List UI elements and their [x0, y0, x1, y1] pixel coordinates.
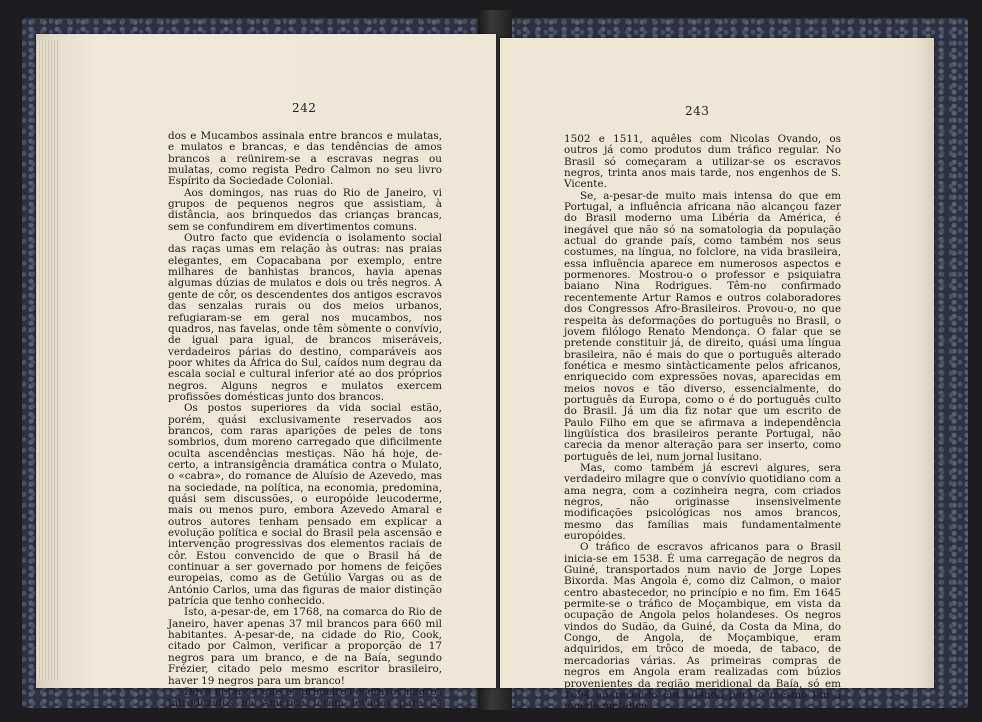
paragraph: 1502 e 1511, aquêles com Nicolas Ovando, os outros já como produtos dum tráfico regular. No Brasil só começaram a utilizar-se os escravos negros, trinta anos mais tarde, nos engenhos de S. Vicente.	[564, 133, 841, 191]
paragraph: Os postos superiores da vida social estão, porém, quási exclusivamente reservados aos brancos, com raras aparições de peles de tons sombrios, dum moreno carregado que dificilmente oculta ascendências mestiças. Não há hoje, de-certo, a intransigência dramática contra o Mulato, o «cabra», do romance de Aluísio de Azevedo, mas na sociedade, na política, na economia, predomina, quási sem discussões, o europóide leucoderme, mais ou menos puro, embora Azevedo Amaral e outros autores tenham pensado em explicar a evolução política e social do Brasil pela ascensão e intervenção progressivas dos elementos raciais de côr. Estou convencido de que o Brasil há de continuar a ser governado por homens de feições europeias, como as de Getúlio Vargas ou as de António Carlos, uma das figuras de maior distinção patrícia que tenho conhecido.	[168, 402, 442, 608]
paragraph: Aos domingos, nas ruas do Rio de Janeiro, vi grupos de pequenos negros que assistiam, à distância, aos brinquedos das crianças brancas, sem se confundirem em divertimentos comuns.	[168, 186, 442, 233]
left-page-number: 242	[292, 101, 317, 115]
right-page-number: 243	[685, 104, 710, 118]
right-page-text	[564, 134, 841, 713]
paragraph: Deve notar-se que os primeiros escravos negros introduzidos na América foram levados para as Antilhas em	[168, 685, 442, 721]
paragraph: Se, a-pesar-de muito mais intensa do que em Portugal, a influência africana não alcançou fazer do Brasil moderno uma Libéria da América, é inegável que não só na somatologia da população actual do grande país, como também nos seus costumes, na língua, no folclore, na vida brasileira, essa influência aparece em numerosos aspectos e pormenores. Mostrou-o o professor e psiquiatra baiano Nina Rodrigues. Têm-no confirmado recentemente Artur Ramos e outros colaboradores dos Congressos Afro-Brasileiros. Provou-o, no que respeita às deformações do português no Brasil, o jovem filólogo Renato Mendonça. O falar que se pretende constituir já, de direito, quási uma língua brasileira, não é mais do que o português alterado fonética e mesmo sintàcticamente pelos africanos, enriquecido com expressões novas, aparecidas em meios novos e tão diverso, essencialmente, do português da Europa, como o é do português culto do Brasil. Já um dia fiz notar que um escrito de Paulo Filho em que se afirmava a independência lingüística dos brasileiros perante Portugal, não carecia da menor alteração para ser inserto, como português de lei, num jornal lusitano.	[564, 189, 841, 463]
paragraph: Isto, a-pesar-de, em 1768, na comarca do Rio de Janeiro, haver apenas 37 mil brancos para 660 mil habitantes. A-pesar-de, na cidade do Rio, Cook, citado por Calmon, verificar a proporção de 17 negros para um branco, e de na Baía, segundo Frézier, citado pelo mesmo escritor brasileiro, haver 19 negros para um branco!	[168, 606, 442, 687]
paragraph: O tráfico de escravos africanos para o Brasil inicia-se em 1538. É uma carregação de negros da Guiné, transportados num navio de Jorge Lopes Bixorda. Mas Angola é, como diz Calmon, o maior centro abastecedor, no princípio e no fim. Em 1645 permite-se o tráfico de Moçambique, em vista da ocupação de Angola pelos holandeses. Os negros vindos do Sudão, da Guiné, da Costa da Mina, do Congo, de Angola, de Moçambique, eram adquiridos, em trôco de moeda, de tabaco, de mercadorias várias. As primeiras compras de negros em Angola eram realizadas com búzios provenientes da região meridional da Baía, só em 1694 aparecendo em Luanda para o mesmo fim a moeda metálica.	[564, 541, 841, 713]
page-edges	[36, 40, 60, 680]
paragraph: Mas, como também já escrevi algures, sera verdadeiro milagre que o convívio quotidiano com a ama negra, com a cozinheira negra, com criados negros, não originasse insensivelmente modificações psicológicas nos amos brancos, mesmo das famílias mais fundamentalmente europóides.	[564, 461, 841, 543]
paragraph: Outro facto que evidencia o isolamento social das raças umas em relação às outras: nas praias elegantes, em Copacabana por exemplo, entre milhares de banhistas brancos, havia apenas algumas dúzias de mulatos e dois ou três negros. A gente de côr, os descendentes dos antigos escravos das senzalas rurais ou dos meios urbanos, refugiaram-se em geral nos mucambos, nos quadros, nas favelas, onde têm sòmente o convívio, de igual para igual, de brancos miseráveis, verdadeiros párias do destino, comparáveis aos poor whites da África do Sul, caídos num degrau da escala social e cultural inferior até ao dos próprios negros. Alguns negros e mulatos exercem profissões domésticas junto dos brancos.	[168, 232, 442, 403]
paragraph: dos e Mucambos assinala entre brancos e mulatas, e mulatos e brancas, e das tendências de amos brancos a reünirem-se a escravas negras ou mulatas, como regista Pedro Calmon no seu livro Espírito da Sociedade Colonial.	[168, 130, 442, 188]
left-page-text	[168, 131, 442, 721]
